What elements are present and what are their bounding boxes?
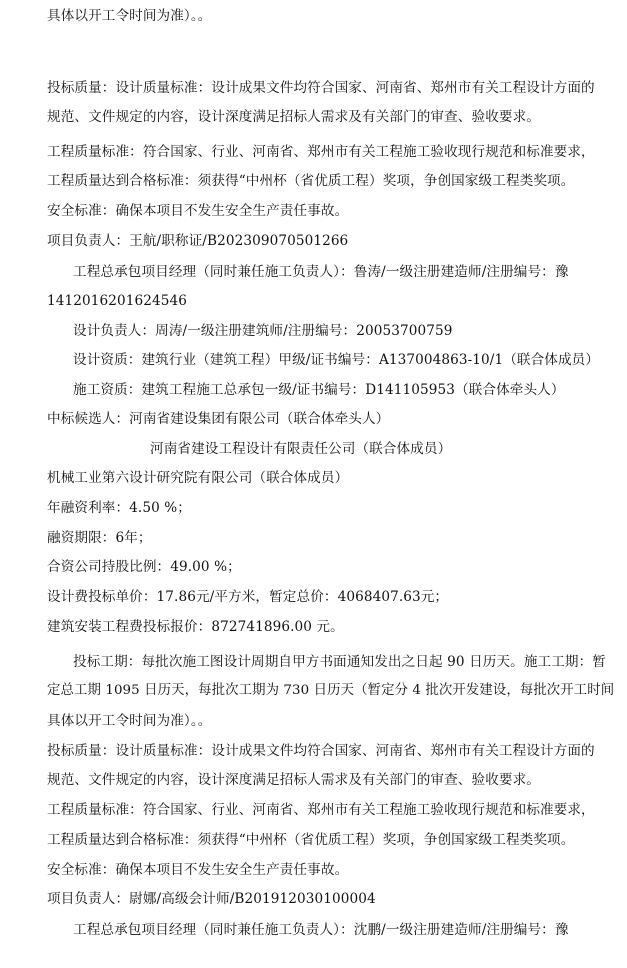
text-line: 融资期限：6年； (47, 530, 152, 546)
text-line: 具体以开工令时间为准）。。 (47, 8, 212, 24)
text-line: 安全标准：确保本项目不发生安全生产责任事故。 (47, 862, 349, 878)
text-line: 规范、文件规定的内容，设计深度满足招标人需求及有关部门的审查、验收要求。 (47, 772, 540, 788)
text-line: 设计费投标单价：17.86元/平方米，暂定总价：4068407.63元； (47, 589, 449, 605)
text-line: 投标质量：设计质量标准：设计成果文件均符合国家、河南省、郑州市有关工程设计方面的 (47, 80, 595, 96)
text-line: 项目负责人：尉娜/高级会计师/B201912030100004 (47, 891, 376, 907)
text-line: 规范、文件规定的内容，设计深度满足招标人需求及有关部门的审查、验收要求。 (47, 109, 540, 125)
text-line: 年融资利率：4.50 %； (47, 500, 191, 516)
text-line: 1412016201624546 (47, 293, 187, 309)
text-line: 机械工业第六设计研究院有限公司（联合体成员） (47, 470, 349, 486)
text-line: 定总工期 1095 日历天，每批次工期为 730 日历天（暂定分 4 批次开发建设，每批次开工时间 (47, 683, 615, 698)
text-line: 河南省建设工程设计有限责任公司（联合体成员） (150, 441, 452, 457)
text-line: 中标候选人：河南省建设集团有限公司（联合体牵头人） (47, 411, 390, 427)
text-line: 工程质量标准：符合国家、行业、河南省、郑州市有关工程施工验收现行规范和标准要求， (47, 802, 595, 818)
text-line: 工程质量标准：符合国家、行业、河南省、郑州市有关工程施工验收现行规范和标准要求， (47, 144, 595, 160)
text-line: 施工资质：建筑工程施工总承包一级/证书编号：D141105953（联合体牵头人） (73, 382, 565, 398)
text-line: 项目负责人：王航/职称证/B202309070501266 (47, 233, 349, 249)
text-line: 安全标准：确保本项目不发生安全生产责任事故。 (47, 203, 349, 219)
text-line: 具体以开工令时间为准）。。 (47, 713, 212, 729)
text-line: 合资公司持股比例：49.00 %； (47, 559, 241, 575)
text-line: 工程总承包项目经理（同时兼任施工负责人）：沈鹏/一级注册建造师/注册编号：豫 (73, 922, 569, 938)
text-line: 设计资质：建筑行业（建筑工程）甲级/证书编号：A137004863-10/1（联合体成员） (73, 352, 600, 368)
text-line: 投标质量：设计质量标准：设计成果文件均符合国家、河南省、郑州市有关工程设计方面的 (47, 743, 595, 759)
text-line: 建筑安装工程费投标报价：872741896.00 元。 (47, 619, 344, 635)
text-line: 投标工期：每批次施工图设计周期自甲方书面通知发出之日起 90 日历天。施工工期：暂 (73, 654, 607, 670)
text-line: 工程质量达到合格标准：须获得“中州杯（省优质工程）奖项，争创国家级工程类奖项。 (47, 832, 575, 848)
text-line: 工程总承包项目经理（同时兼任施工负责人）：鲁涛/一级注册建造师/注册编号：豫 (73, 264, 569, 280)
text-line: 工程质量达到合格标准：须获得“中州杯（省优质工程）奖项，争创国家级工程类奖项。 (47, 173, 575, 189)
text-line: 设计负责人：周涛/一级注册建筑师/注册编号：20053700759 (73, 323, 453, 339)
